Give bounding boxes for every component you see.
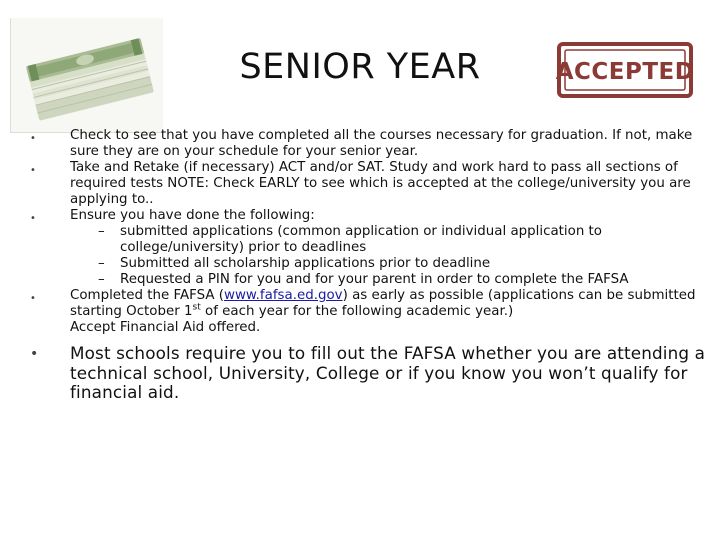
bullet-icon: • [30,213,36,224]
list-item [30,288,710,336]
bullet-list [30,128,710,403]
accepted-stamp-icon [555,40,695,100]
sub-item-text: Submitted all scholarship applications prior to deadline [120,256,491,271]
ordinal-suffix: st [192,302,201,313]
fafsa-text-middle: ) as early as possible (applications can be submitted starting October 1 [70,288,696,319]
fafsa-text-end: of each year for the following academic year.) [200,304,514,319]
dash-icon: – [98,224,105,239]
dash-icon: – [98,256,105,271]
list-item [30,208,710,224]
sub-list-item [30,272,710,288]
accepted-stamp-image [555,40,695,100]
sub-list-item [30,256,710,272]
stamp-label: ACCEPTED [555,59,695,85]
money-stack-icon [11,18,163,132]
sub-list-item [30,224,710,256]
bullet-icon: • [30,165,36,176]
accept-aid-text: Accept Financial Aid offered. [70,320,261,335]
bullet-text [70,288,710,336]
bullet-text: Ensure you have done the following: [70,208,315,223]
list-item [30,160,710,208]
bullet-text: Take and Retake (if necessary) ACT and/or SAT. Study and work hard to pass all sections of required tests NOTE: Check EARLY to see which is accepted at the college/university you are applying to.. [70,160,691,207]
fafsa-text-start: Completed the FAFSA ( [70,288,225,303]
bullet-text: Most schools require you to fill out the FAFSA whether you are attending a technical school, University, College or if you know you won’t qualify for financial aid. [70,343,706,402]
fafsa-link[interactable]: www.fafsa.ed.gov [224,288,343,303]
bullet-icon: • [30,293,36,304]
page-title: SENIOR YEAR [239,47,481,87]
list-item [30,344,710,403]
list-item [30,128,710,160]
sub-item-text: Requested a PIN for you and for your parent in order to complete the FAFSA [120,272,629,287]
dash-icon: – [98,272,105,287]
bullet-text: Check to see that you have completed all the courses necessary for graduation. If not, make sure they are on your schedule for your senior year. [70,128,693,159]
money-stack-image [10,18,163,133]
bullet-icon: • [30,133,36,144]
bullet-icon: • [30,346,39,362]
sub-item-text: submitted applications (common application or individual application to college/university) prior to deadlines [120,224,603,255]
